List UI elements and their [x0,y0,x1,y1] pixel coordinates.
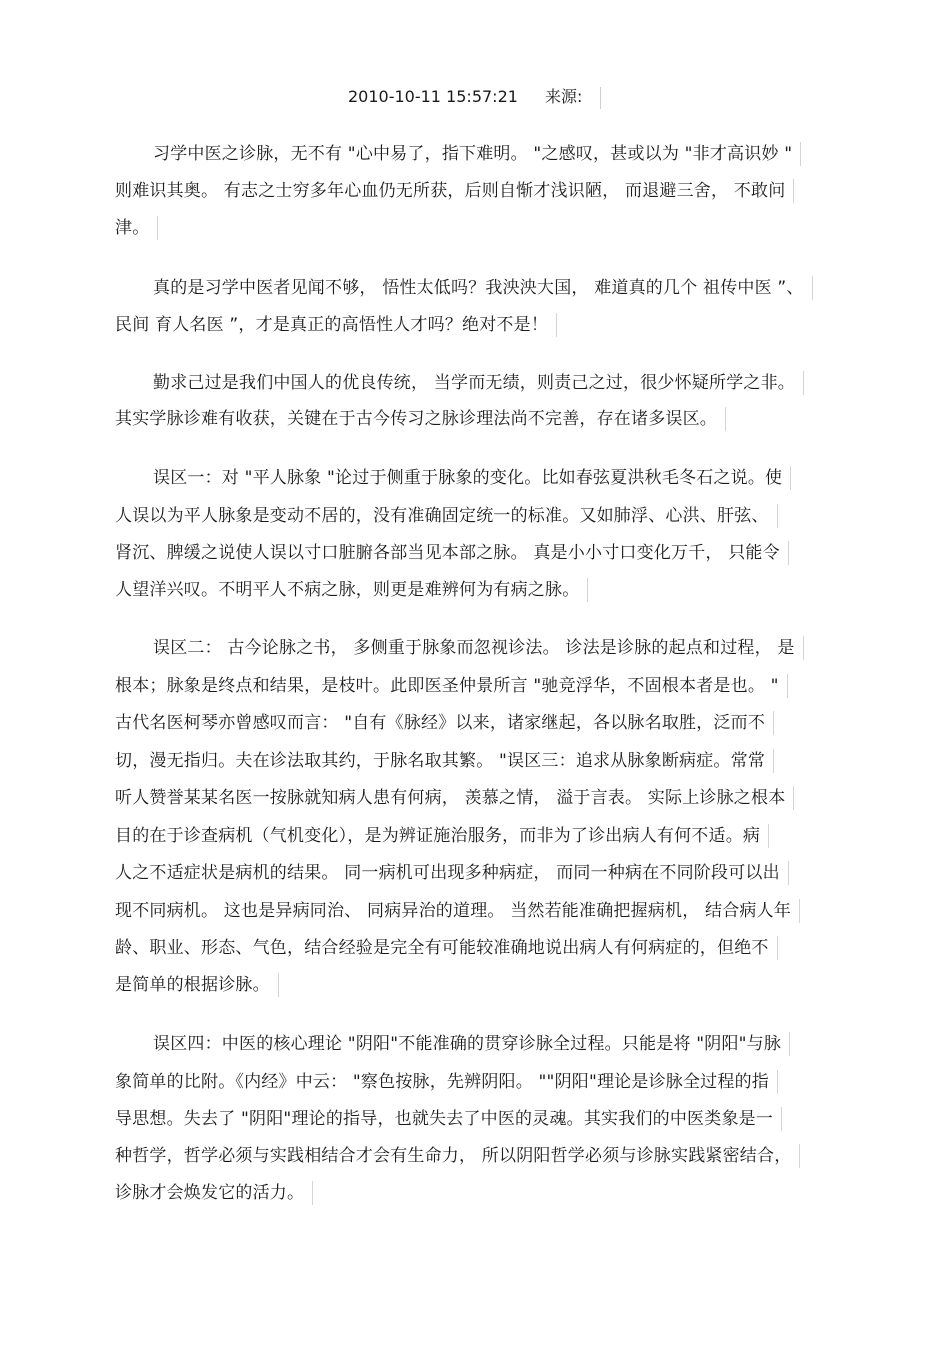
paragraph-5-line-6: 目的在于诊查病机（气机变化），是为辨证施治服务，而非为了诊出病人有何不适。病 [115,822,760,850]
text-box-edge [773,749,774,773]
paragraph-6-line-2: 象简单的比附。《内经》中云： "察色按脉，先辨阴阳。 ""阴阳"理论是诊脉全过程的指 [115,1068,769,1096]
text-box-edge [725,407,726,431]
text-box-edge [788,861,789,885]
paragraph-5-line-4: 切，漫无指归。夫在诊法取其约，于脉名取其繁。 "误区三：追求从脉象断病症。常常 [115,747,765,775]
paragraph-3-line-2: 其实学脉诊难有收获，关键在于古今传习之脉诊理法尚不完善，存在诸多误区。 [115,405,717,433]
text-box-edge [773,711,774,735]
text-box-edge [800,142,801,166]
text-box-edge [157,216,158,240]
text-box-edge [803,636,804,660]
paragraph-1-line-1: 习学中医之诊脉，无不有 "心中易了，指下难明。 "之感叹，甚或以为 "非才高识妙 " [153,140,792,168]
paragraph-5-line-9: 龄、职业、形态、气色，结合经验是完全有可能较准确地说出病人有何病症的，但绝不 [115,934,769,962]
paragraph-5-line-7: 人之不适症状是病机的结果。 同一病机可出现多种病症， 而同一种病在不同阶段可以出 [115,859,780,887]
paragraph-5-line-1: 误区二： 古今论脉之书， 多侧重于脉象而忽视诊法。 诊法是诊脉的起点和过程， 是 [153,634,795,662]
text-box-edge [787,674,788,698]
paragraph-4-line-3: 肾沉、脾缓之说使人误以寸口脏腑各部当见本部之脉。 真是小小寸口变化万千， 只能令 [115,539,780,567]
article-meta [348,85,601,109]
text-box-edge [587,578,588,602]
text-box-edge [790,466,791,490]
text-box-edge [768,824,769,848]
publish-datetime: 2010-10-11 15:57:21 [348,87,518,106]
paragraph-5-line-3: 古代名医柯琴亦曾感叹而言： "自有《脉经》以来，诸家继起，各以脉名取胜，泛而不 [115,709,765,737]
paragraph-4-line-1: 误区一：对 "平人脉象 "论过于侧重于脉象的变化。比如春弦夏洪秋毛冬石之说。使 [153,464,782,492]
paragraph-6-line-5: 诊脉才会焕发它的活力。 [115,1179,304,1207]
text-box-edge [781,1107,782,1131]
paragraph-5-line-8: 现不同病机。 这也是异病同治、 同病异治的道理。 当然若能准确把握病机， 结合病人年 [115,897,791,925]
text-box-edge [793,179,794,203]
text-box-edge [600,87,601,109]
text-box-edge [812,276,813,300]
text-box-edge [788,541,789,565]
text-box-edge [777,504,778,528]
paragraph-1-line-3: 津。 [115,214,149,242]
paragraph-5-line-10: 是简单的根据诊脉。 [115,971,270,999]
text-box-edge [312,1181,313,1205]
paragraph-4-line-2: 人误以为平人脉象是变动不居的，没有准确固定统一的标准。又如肺浮、心洪、肝弦、 [115,502,769,530]
text-box-edge [789,1032,790,1056]
paragraph-5-line-5: 听人赞誉某某名医一按脉就知病人患有何病， 羡慕之情， 溢于言表。 实际上诊脉之根本 [115,784,785,812]
text-box-edge [777,1070,778,1094]
paragraph-6-line-1: 误区四：中医的核心理论 "阴阳"不能准确的贯穿诊脉全过程。只能是将 "阴阳"与脉 [153,1030,781,1058]
text-box-edge [556,313,557,337]
paragraph-4-line-4: 人望洋兴叹。不明平人不病之脉，则更是难辨何为有病之脉。 [115,576,579,604]
paragraph-2-line-1: 真的是习学中医者见闻不够， 悟性太低吗？我泱泱大国， 难道真的几个 祖传中医 ”、 [153,274,804,302]
text-box-edge [799,1144,800,1168]
paragraph-1-line-2: 则难识其奥。 有志之士穷多年心血仍无所获，后则自惭才浅识陋， 而退避三舍， 不敢问 [115,177,785,205]
text-box-edge [793,786,794,810]
paragraph-2-line-2: 民间 育人名医 ”，才是真正的高悟性人才吗？绝对不是！ [115,311,548,339]
text-box-edge [803,371,804,395]
paragraph-6-line-4: 种哲学，哲学必须与实践相结合才会有生命力， 所以阴阳哲学必须与诊脉实践紧密结合， [115,1142,791,1170]
paragraph-3-line-1: 勤求己过是我们中国人的优良传统， 当学而无绩，则责己之过，很少怀疑所学之非。 [153,369,795,397]
text-box-edge [777,936,778,960]
text-box-edge [278,973,279,997]
paragraph-5-line-2: 根本；脉象是终点和结果，是枝叶。此即医圣仲景所言 "驰竞浮华，不固根本者是也。 " [115,672,779,700]
source-label: 来源: [545,87,583,106]
text-box-edge [799,899,800,923]
paragraph-6-line-3: 导思想。失去了 "阴阳"理论的指导，也就失去了中医的灵魂。其实我们的中医类象是一 [115,1105,773,1133]
